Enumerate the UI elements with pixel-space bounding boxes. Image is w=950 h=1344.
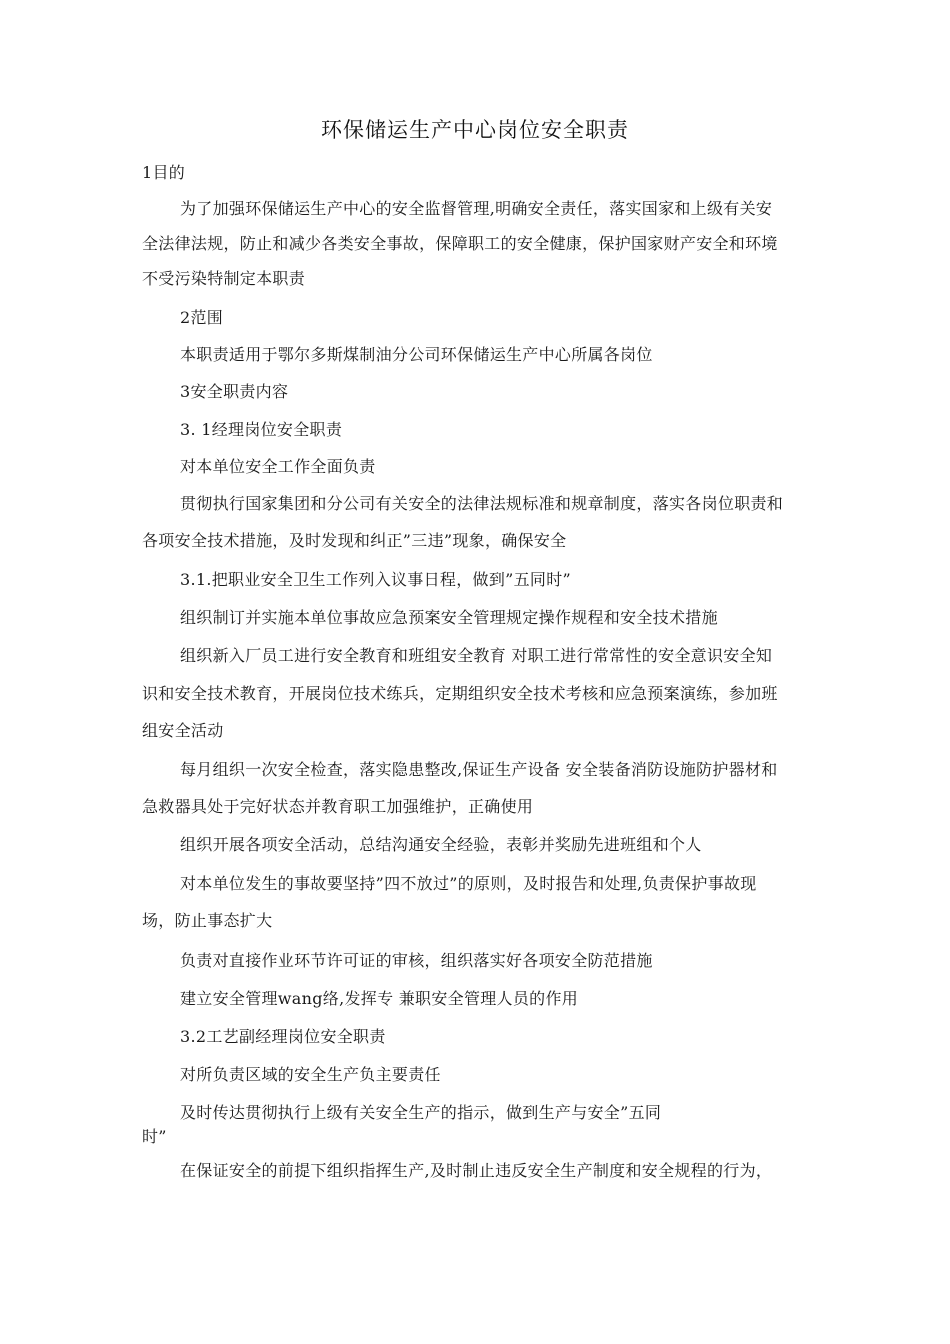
paragraph-line: 建立安全管理wang络,发挥专 兼职安全管理人员的作用 [180, 989, 579, 1008]
paragraph-line: 本职责适用于鄂尔多斯煤制油分公司环保储运生产中心所属各岗位 [180, 345, 653, 364]
subsection-heading: 3.2工艺副经理岗位安全职责 [180, 1027, 386, 1046]
paragraph-line: 组织制订并实施本单位事故应急预案安全管理规定操作规程和安全技术措施 [180, 608, 718, 627]
paragraph-line: 在保证安全的前提下组织指挥生产,及时制止违反安全生产制度和安全规程的行为， [180, 1161, 773, 1180]
section-heading: 2范围 [180, 308, 224, 327]
paragraph-line: 不受污染特制定本职责 [142, 269, 306, 288]
paragraph-line: 识和安全技术教育，开展岗位技术练兵，定期组织安全技术考核和应急预案演练，参加班 [142, 684, 778, 703]
paragraph-line: 场，防止事态扩大 [142, 911, 273, 930]
paragraph-line: 组织开展各项安全活动，总结沟通安全经验，表彰并奖励先进班组和个人 [180, 835, 702, 854]
paragraph-line: 3.1.把职业安全卫生工作列入议事日程，做到”五同时” [180, 570, 571, 589]
paragraph-line: 1目的 [142, 163, 186, 182]
paragraph-line: 每月组织一次安全检查，落实隐患整改,保证生产设备 安全装备消防设施防护器材和 [180, 760, 778, 779]
paragraph-line: 及时传达贯彻执行上级有关安全生产的指示，做到生产与安全”五同 [180, 1103, 662, 1122]
page-title: 环保储运生产中心岗位安全职责 [321, 118, 629, 142]
paragraph-line: 组织新入厂员工进行安全教育和班组安全教育 对职工进行常常性的安全意识安全知 [180, 646, 773, 665]
paragraph-line: 各项安全技术措施，及时发现和纠正”三违”现象，确保安全 [142, 531, 567, 550]
paragraph-line: 负责对直接作业环节许可证的审核，组织落实好各项安全防范措施 [180, 951, 653, 970]
paragraph-line: 对所负责区域的安全生产负主要责任 [180, 1065, 441, 1084]
paragraph-line: 组安全活动 [142, 721, 224, 740]
paragraph-line: 急救器具处于完好状态并教育职工加强维护，正确使用 [142, 797, 534, 816]
section-heading: 3安全职责内容 [180, 382, 289, 401]
subsection-heading: 3. 1经理岗位安全职责 [180, 420, 343, 439]
paragraph-line: 为了加强环保储运生产中心的安全监督管理,明确安全责任，落实国家和上级有关安 [180, 199, 773, 218]
paragraph-line: 时” [142, 1127, 167, 1146]
paragraph-line: 对本单位发生的事故要坚持”四不放过”的原则，及时报告和处理,负责保护事故现 [180, 874, 757, 893]
paragraph-line: 对本单位安全工作全面负责 [180, 457, 376, 476]
paragraph-line: 全法律法规，防止和减少各类安全事故，保障职工的安全健康，保护国家财产安全和环境 [142, 234, 778, 253]
paragraph-line: 贯彻执行国家集团和分公司有关安全的法律法规标准和规章制度，落实各岗位职责和 [180, 494, 784, 513]
